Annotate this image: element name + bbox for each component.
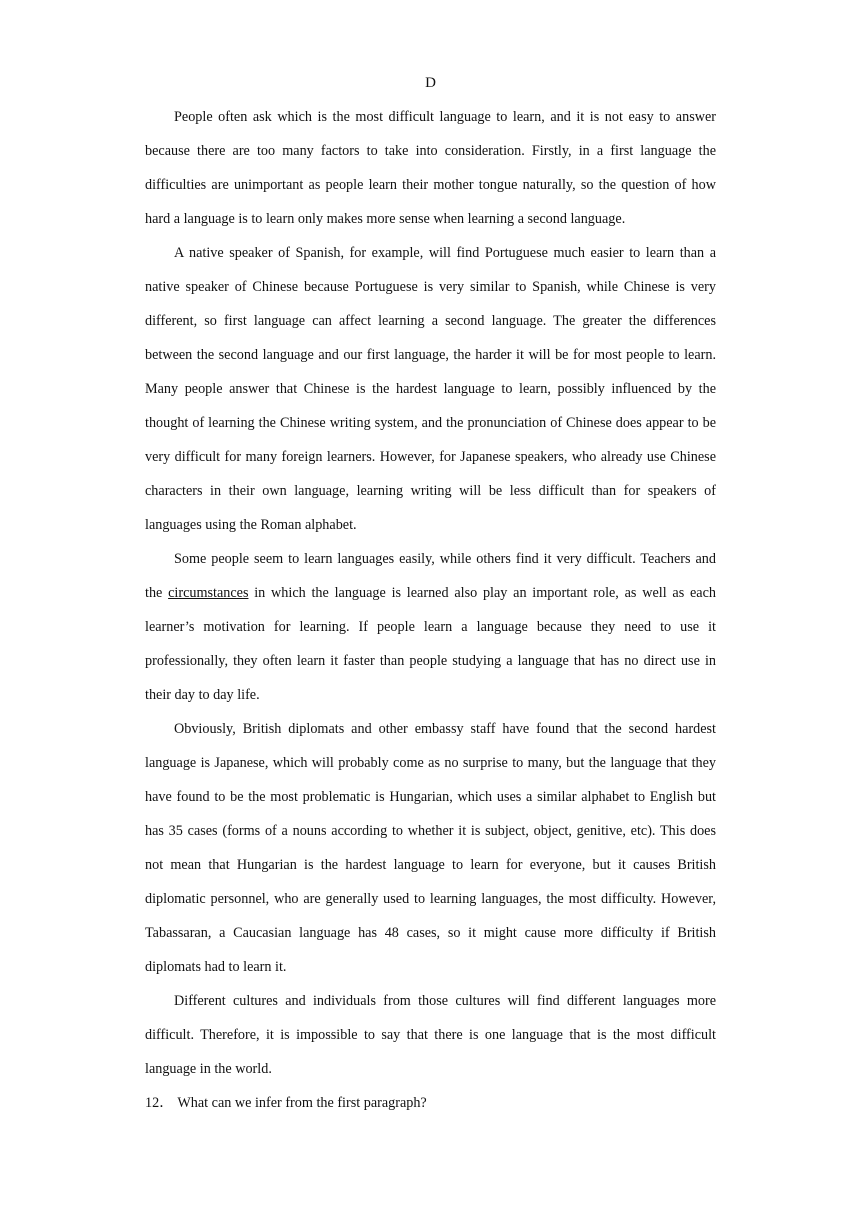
- paragraph-2: A native speaker of Spanish, for example, will find Portuguese much easier to learn than a native speaker of Chinese because Portuguese is very similar to Spanish, while Chinese is very different, so first language can affect learning a second language. The greater the differences between the second language and our first language, the harder it will be for most people to learn. Many people answer that Chinese is the hardest language to learn, possibly influenced by the thought of learning the Chinese writing system, and the pronunciation of Chinese does appear to be very difficult for many foreign learners. However, for Japanese speakers, who already use Chinese characters in their own language, learning writing will be less difficult than for speakers of languages using the Roman alphabet.: [145, 245, 716, 533]
- document-page: [145, 70, 716, 1120]
- question-number: 12．: [145, 1095, 174, 1111]
- paragraph-3: [145, 542, 716, 712]
- paragraph-5: Different cultures and individuals from those cultures will find different languages more difficult. Therefore, it is impossible to say that there is one language that is the most difficult language in the world.: [145, 993, 716, 1077]
- paragraph-3-after: in which the language is learned also play an important role, as well as each learner’s motivation for learning. If people learn a language because they need to use it professionally, they often learn it faster than people studying a language that has no direct use in their day to day life.: [145, 585, 716, 703]
- paragraph-3-before: Some people seem to learn languages easily, while others find it very difficult. Teachers and the: [145, 551, 716, 601]
- underlined-word: circumstances: [168, 585, 249, 601]
- question-12: [145, 1086, 716, 1120]
- paragraph-4: Obviously, British diplomats and other embassy staff have found that the second hardest language is Japanese, which will probably come as no surprise to many, but the language that they have found to be the most problematic is Hungarian, which uses a similar alphabet to English but has 35 cases (forms of a nouns according to whether it is subject, object, genitive, etc). This does not mean that Hungarian is the hardest language to learn for everyone, but it causes British diplomatic personnel, who are generally used to learning languages, the most difficulty. However, Tabassaran, a Caucasian language has 48 cases, so it might cause more difficulty if British diplomats had to learn it.: [145, 721, 716, 975]
- section-heading: D: [425, 75, 436, 91]
- paragraph-1: People often ask which is the most difficult language to learn, and it is not easy to answer because there are too many factors to take into consideration. Firstly, in a first language the difficulties are unimportant as people learn their mother tongue naturally, so the question of how hard a language is to learn only makes more sense when learning a second language.: [145, 109, 716, 227]
- question-text: What can we infer from the first paragraph?: [177, 1095, 427, 1111]
